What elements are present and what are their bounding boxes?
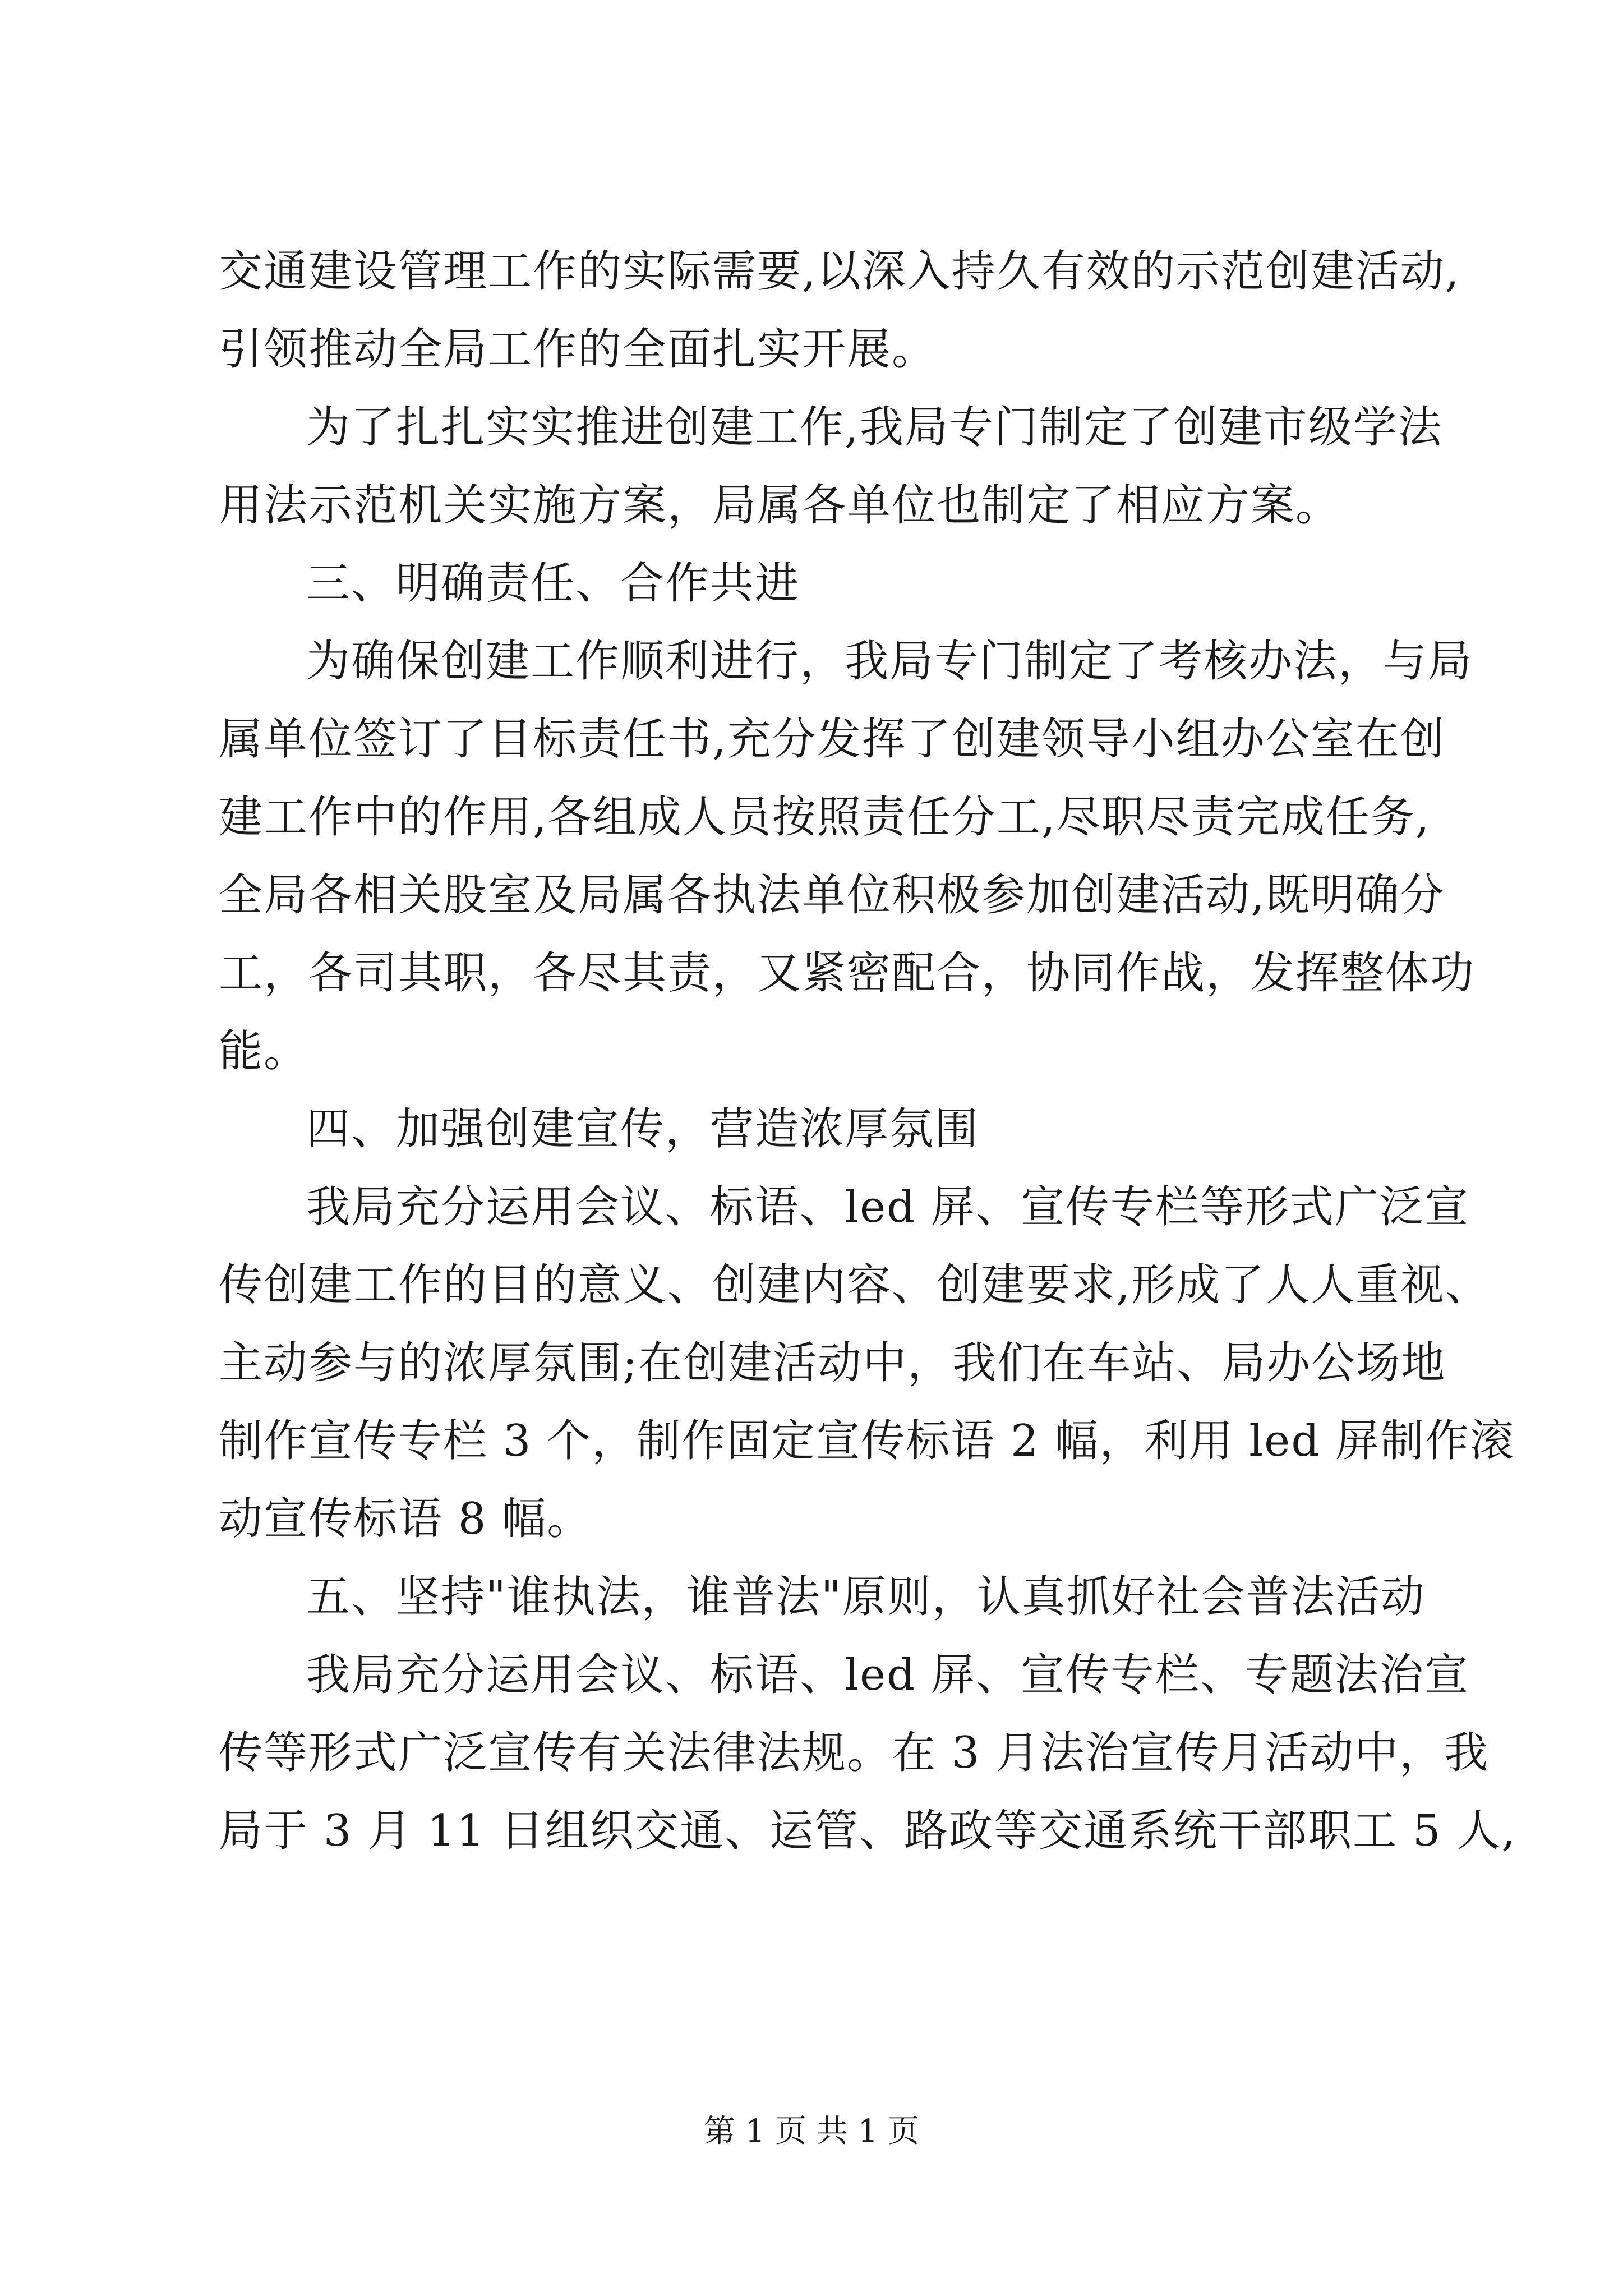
text-line: 引领推动全局工作的全面扎实开展。 bbox=[219, 324, 937, 375]
text-line: 局于 3 月 11 日组织交通、运管、路政等交通系统干部职工 5 人, bbox=[219, 1806, 1517, 1856]
text-line: 全局各相关股室及局属各执法单位积极参加创建活动,既明确分 bbox=[219, 870, 1445, 921]
section-heading: 四、加强创建宣传，营造浓厚氛围 bbox=[306, 1104, 980, 1154]
text-line: 动宣传标语 8 幅。 bbox=[219, 1494, 592, 1544]
text-line: 属单位签订了目标责任书,充分发挥了创建领导小组办公室在创 bbox=[219, 714, 1445, 765]
text-line: 为确保创建工作顺利进行，我局专门制定了考核办法，与局 bbox=[306, 636, 1473, 687]
text-line: 我局充分运用会议、标语、led 屏、宣传专栏等形式广泛宣 bbox=[306, 1182, 1469, 1232]
text-line: 主动参与的浓厚氛围;在创建活动中，我们在车站、局办公场地 bbox=[219, 1338, 1446, 1388]
section-heading: 五、坚持"谁执法，谁普法"原则，认真抓好社会普法活动 bbox=[306, 1572, 1426, 1622]
text-line: 工，各司其职，各尽其责，又紧密配合，协同作战，发挥整体功 bbox=[219, 948, 1476, 999]
text-line: 为了扎扎实实推进创建工作,我局专门制定了创建市级学法 bbox=[306, 402, 1443, 453]
text-line: 交通建设管理工作的实际需要,以深入持久有效的示范创建活动, bbox=[219, 246, 1460, 297]
page-footer: 第 1 页 共 1 页 bbox=[703, 2113, 920, 2150]
text-line: 我局充分运用会议、标语、led 屏、宣传专栏、专题法治宣 bbox=[306, 1650, 1469, 1700]
text-line: 建工作中的作用,各组成人员按照责任分工,尽职尽责完成任务, bbox=[219, 792, 1431, 843]
text-line: 传创建工作的目的意义、创建内容、创建要求,形成了人人重视、 bbox=[219, 1260, 1490, 1310]
text-line: 用法示范机关实施方案，局属各单位也制定了相应方案。 bbox=[219, 480, 1341, 531]
section-heading: 三、明确责任、合作共进 bbox=[306, 558, 800, 609]
text-line: 制作宣传专栏 3 个，制作固定宣传标语 2 幅，利用 led 屏制作滚 bbox=[219, 1416, 1515, 1466]
text-line: 能。 bbox=[219, 1026, 309, 1076]
document-body bbox=[219, 246, 1517, 1884]
text-line: 传等形式广泛宣传有关法律法规。在 3 月法治宣传月活动中，我 bbox=[219, 1728, 1490, 1778]
